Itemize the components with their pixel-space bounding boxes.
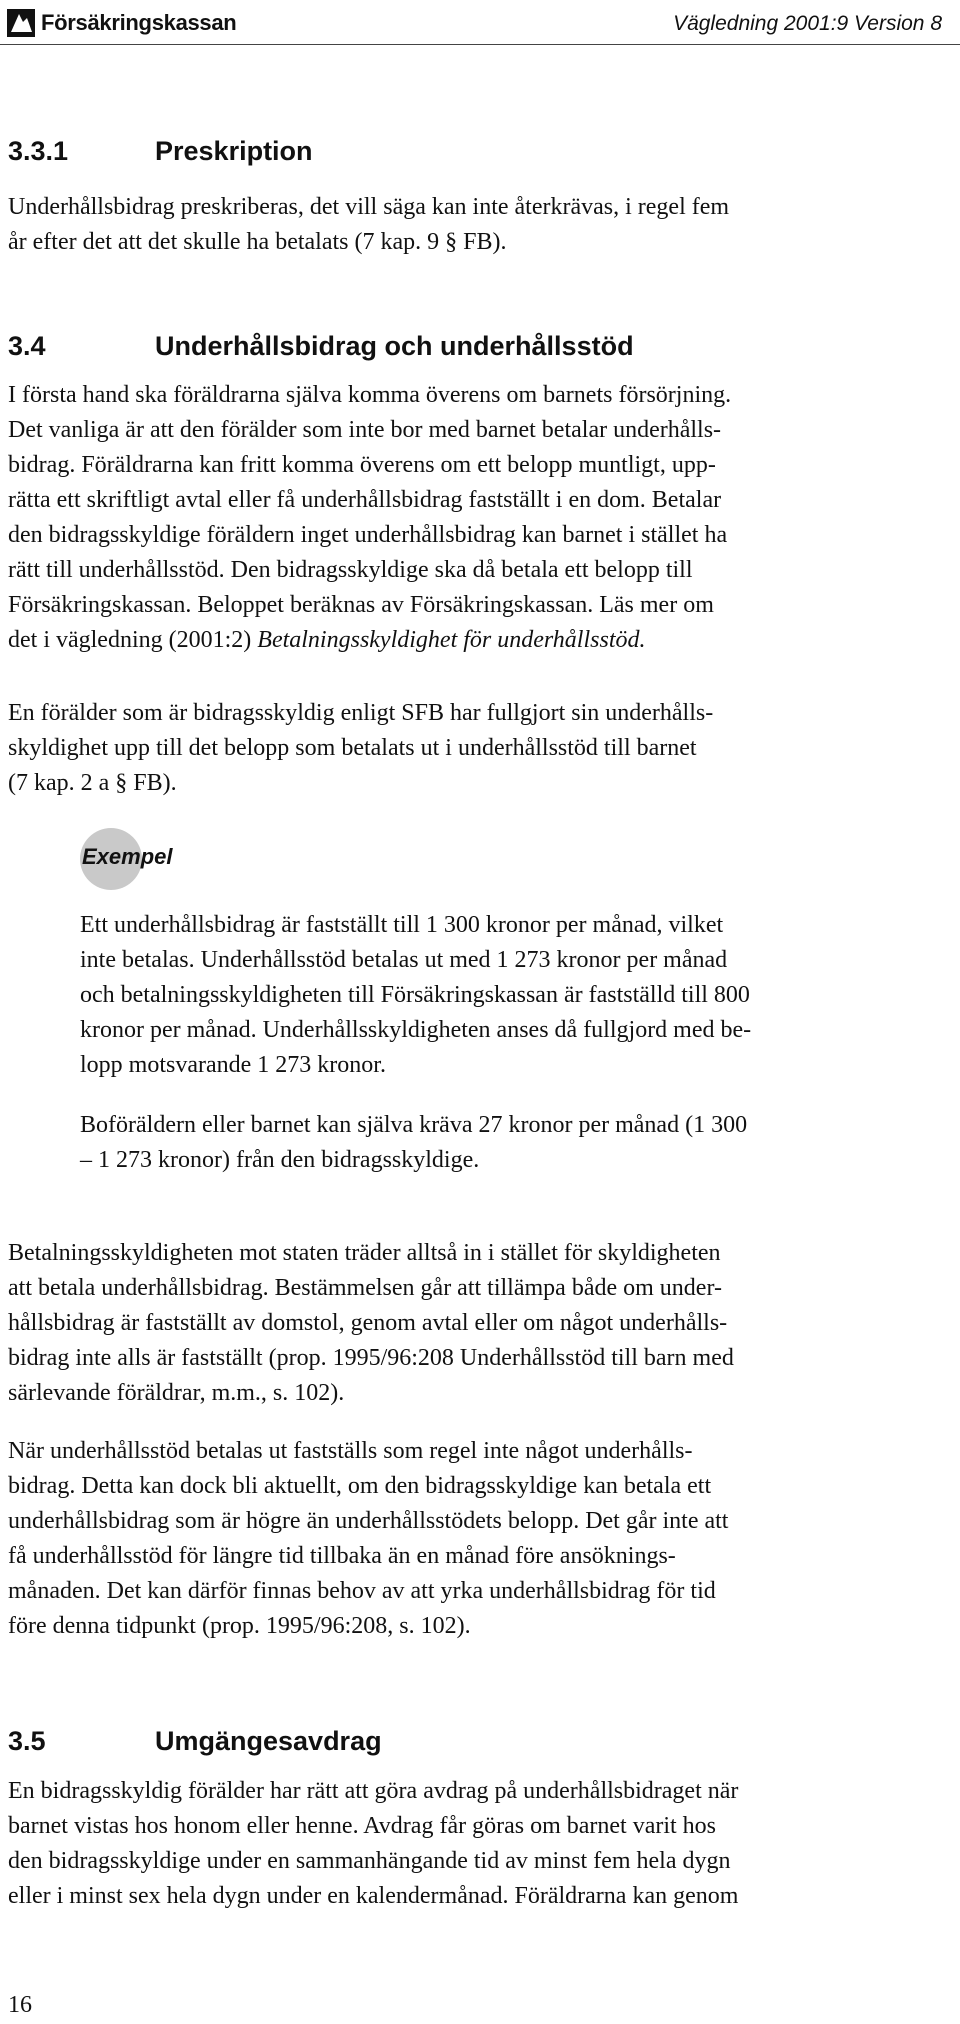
document-reference: Vägledning 2001:9 Version 8 (673, 12, 942, 35)
paragraph-underhall-intro: I första hand ska föräldrarna själva komma överens om barnets försörjning. Det vanliga är att den förälder som inte bor med barnet betalar underhålls- bidrag. Föräldrarna kan fritt komma överens om ett belopp muntligt, upp- rätta ett skriftligt avtal eller få underhållsbidrag fastställt i en dom. Betalar den bidragsskyldige föräldern inget underhållsbidrag kan barnet i stället ha rätt till underhållsstöd. Den bidragsskyldige ska då betala ett belopp till Försäkringskassan. Beloppet beräknas av Försäkringskassan. Läs mer om det i vägledning (2001:2) Betalningsskyldighet för underhållsstöd. (8, 382, 732, 653)
logo (6, 8, 236, 38)
page-header (0, 0, 960, 46)
section-heading-3-4 (8, 331, 634, 362)
example-label: Exempel (82, 844, 173, 869)
paragraph-betalningsskyldighet: Betalningsskyldigheten mot staten träder alltså in i stället för skyldigheten att betala underhållsbidrag. Bestämmelsen går att tillämpa både om under- hållsbidrag är fastställt av domstol, genom avtal eller om något underhålls- bidrag inte alls är fastställt (prop. 1995/96:208 Underhållsstöd till barn med särlevande föräldrar, m.m., s. 102). (8, 1240, 734, 1406)
example-badge (80, 828, 220, 888)
paragraph-faststalls: När underhållsstöd betalas ut fastställs som regel inte något underhålls- bidrag. Detta kan dock bli aktuellt, om den bidragsskyldige kan betala ett underhållsbidrag som är högre än underhållsstödets belopp. Det går inte att få underhållsstöd för längre tid tillbaka än en månad före ansöknings- månaden. Det kan därför finnas behov av att yrka underhållsbidrag för tid före denna tidpunkt (prop. 1995/96:208, s. 102). (8, 1438, 729, 1639)
paragraph-umgangesavdrag: En bidragsskyldig förälder har rätt att göra avdrag på underhållsbidraget när barnet vistas hos honom eller henne. Avdrag får göras om barnet varit hos den bidragsskyldige under en sammanhängande tid av minst fem hela dygn eller i minst sex hela dygn under en kalendermånad. Föräldrarna kan genom (8, 1778, 739, 1909)
example-paragraph-1: Ett underhållsbidrag är fastställt till 1 300 kronor per månad, vilket inte betalas. Underhållsstöd betalas ut med 1 273 kronor per månad och betalningsskyldigheten till Försäkringskassan är fastställd till 800 kronor per månad. Underhållsskyldigheten anses då fullgjord med be- lopp motsvarande 1 273 kronor. (80, 912, 752, 1078)
paragraph-fullgjort: En förälder som är bidragsskyldig enligt SFB har fullgjort sin underhålls- skyldighet upp till det belopp som betalats ut i underhållsstöd till barnet (7 kap. 2 a § FB). (8, 700, 714, 796)
header-divider (0, 44, 960, 45)
section-heading-3-3-1 (8, 136, 313, 167)
paragraph-preskription: Underhållsbidrag preskriberas, det vill säga kan inte återkrävas, i regel fem år efter det att det skulle ha betalats (7 kap. 9 § FB). (8, 194, 730, 255)
section-title: Preskription (155, 136, 313, 166)
section-heading-3-5 (8, 1726, 382, 1757)
guide-reference-title: Betalningsskyldighet för underhållsstöd. (257, 627, 646, 653)
section-title: Umgängesavdrag (155, 1726, 382, 1756)
example-paragraph-2: Boföräldern eller barnet kan själva kräva 27 kronor per månad (1 300 – 1 273 kronor) från den bidragsskyldige. (80, 1112, 748, 1173)
section-number: 3.4 (8, 331, 46, 361)
page-number: 16 (8, 1992, 32, 2018)
section-number: 3.5 (8, 1726, 46, 1756)
section-title: Underhållsbidrag och underhållsstöd (155, 331, 634, 361)
forsakringskassan-logo-icon (6, 8, 36, 38)
logo-text: Försäkringskassan (41, 10, 237, 35)
section-number: 3.3.1 (8, 136, 69, 166)
